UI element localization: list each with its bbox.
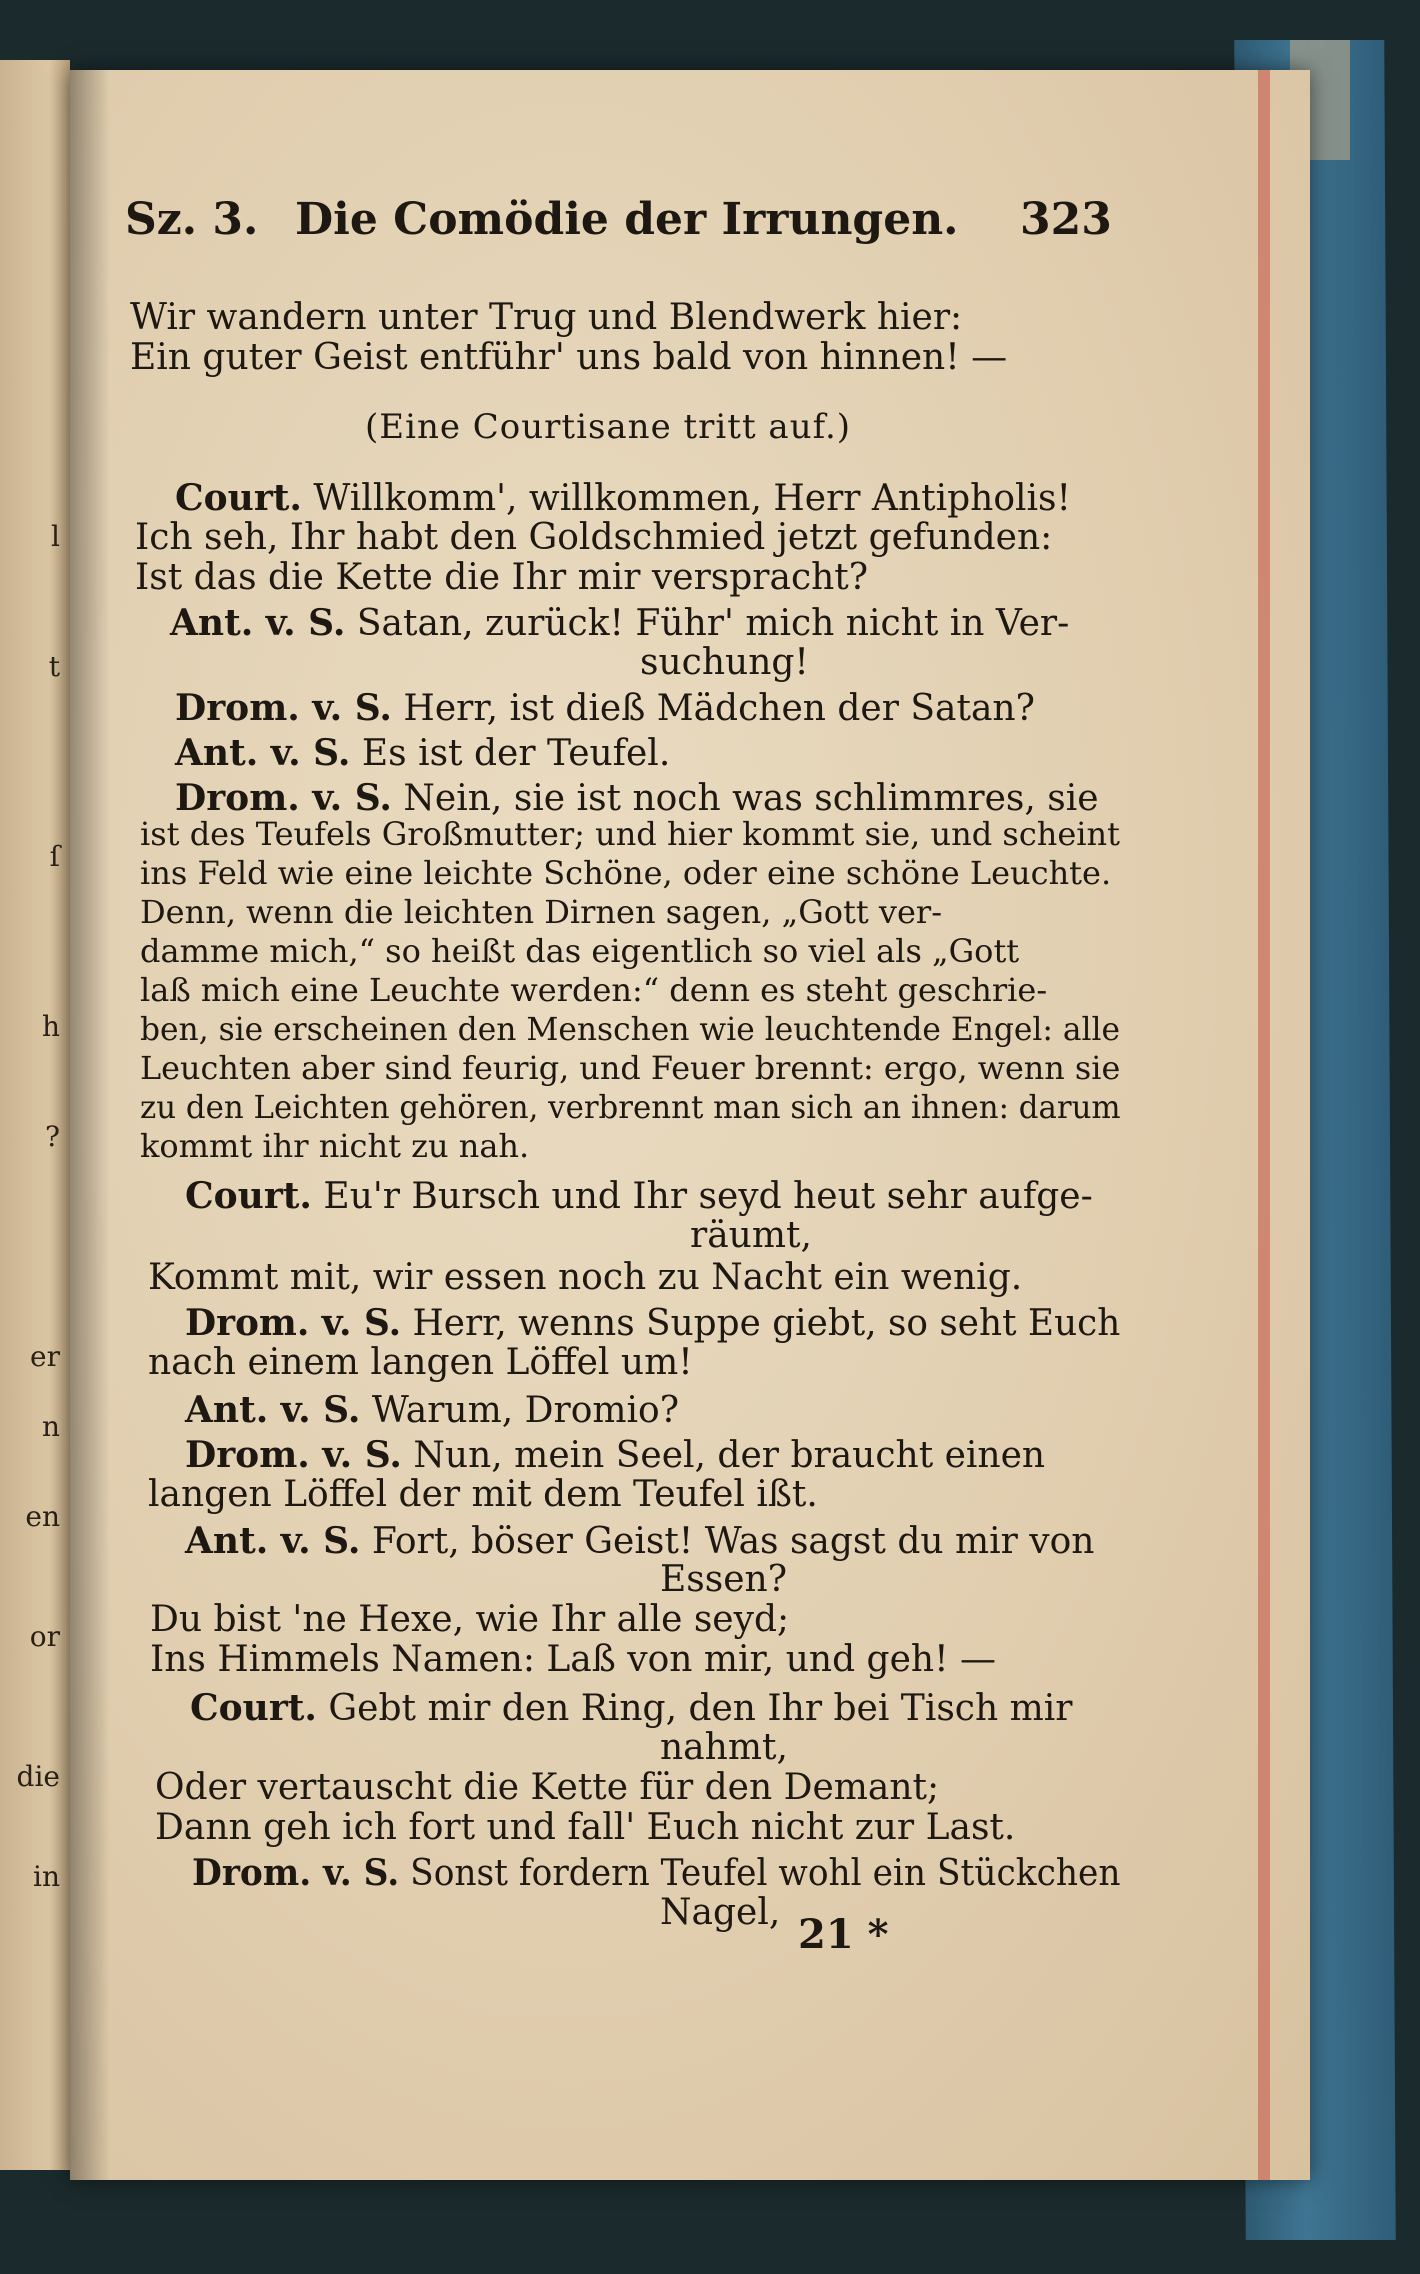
text-line: Dann geh ich fort und fall' Euch nicht zur Last. — [155, 1807, 1016, 1848]
page-number: 323 — [1020, 194, 1112, 245]
text-line: nahmt, — [660, 1727, 788, 1768]
speech-line: Ant. v. S. Warum, Dromio? — [185, 1389, 679, 1431]
stage-direction: (Eine Courtisane tritt auf.) — [365, 407, 852, 447]
speaker-label: Ant. v. S. — [175, 732, 351, 774]
speaker-label: Ant. v. S. — [170, 602, 346, 644]
speech-line: Ant. v. S. Satan, zurück! Führ' mich nicht in Ver- — [170, 602, 1070, 644]
speaker-label: Drom. v. S. — [175, 777, 392, 819]
left-page-fragment: in — [33, 1860, 60, 1893]
text-line: Wir wandern unter Trug und Blendwerk hier: — [130, 297, 963, 338]
speaker-label: Drom. v. S. — [175, 687, 392, 729]
text-line: Ein guter Geist entführ' uns bald von hinnen! — — [130, 337, 1008, 378]
speaker-label: Court. — [185, 1175, 312, 1217]
left-page — [0, 60, 70, 2170]
text-line: zu den Leichten gehören, verbrennt man sich an ihnen: darum — [140, 1088, 1121, 1126]
text-line: Denn, wenn die leichten Dirnen sagen, „Gott ver- — [140, 893, 943, 931]
text-line: Ist das die Kette die Ihr mir verspracht? — [135, 557, 869, 598]
text-line: Essen? — [660, 1559, 788, 1600]
speech-line: Court. Willkomm', willkommen, Herr Antipholis! — [175, 477, 1071, 519]
page-red-edge — [1258, 70, 1270, 2180]
speaker-label: Ant. v. S. — [185, 1389, 361, 1431]
text-line: kommt ihr nicht zu nah. — [140, 1127, 530, 1165]
speech-line: Court. Eu'r Bursch und Ihr seyd heut sehr aufge- — [185, 1175, 1093, 1217]
speech-line: Drom. v. S. Nun, mein Seel, der braucht einen — [185, 1434, 1046, 1476]
left-page-fragment: en — [25, 1500, 60, 1533]
scene-marker: Sz. 3. — [125, 194, 259, 245]
speaker-label: Drom. v. S. — [192, 1852, 400, 1894]
text-line: nach einem langen Löffel um! — [148, 1342, 693, 1383]
speech-line: Drom. v. S. Sonst fordern Teufel wohl ein Stückchen — [192, 1852, 1121, 1894]
signature-mark: 21 * — [798, 1911, 889, 1958]
text-line: ins Feld wie eine leichte Schöne, oder eine schöne Leuchte. — [140, 854, 1112, 892]
left-page-fragment: h — [41, 1010, 60, 1043]
left-page-fragment: die — [16, 1760, 60, 1793]
speech-line: Court. Gebt mir den Ring, den Ihr bei Tisch mir — [190, 1687, 1073, 1729]
text-line: Nagel, — [660, 1892, 781, 1933]
page-gutter-shadow — [70, 70, 110, 2180]
text-line: suchung! — [640, 642, 809, 683]
text-line: Ich seh, Ihr habt den Goldschmied jetzt gefunden: — [135, 517, 1053, 558]
text-line: ist des Teufels Großmutter; und hier kommt sie, und scheint — [140, 815, 1120, 853]
speech-line: Ant. v. S. Fort, böser Geist! Was sagst du mir von — [185, 1520, 1095, 1562]
speaker-label: Ant. v. S. — [185, 1520, 361, 1562]
text-line: räumt, — [690, 1215, 812, 1256]
left-page-fragment: t — [48, 650, 60, 683]
text-line: Ins Himmels Namen: Laß von mir, und geh! — — [150, 1639, 996, 1680]
left-page-fragment: or — [29, 1620, 60, 1653]
left-page-fragment: er — [30, 1340, 60, 1373]
speaker-label: Drom. v. S. — [185, 1434, 402, 1476]
speaker-label: Drom. v. S. — [185, 1302, 402, 1344]
text-line: Kommt mit, wir essen noch zu Nacht ein wenig. — [148, 1257, 1023, 1298]
left-page-fragment: l — [51, 520, 60, 553]
speech-line: Ant. v. S. Es ist der Teufel. — [175, 732, 671, 774]
left-page-fragment: ſ — [49, 840, 60, 873]
text-line: Leuchten aber sind feurig, und Feuer brennt: ergo, wenn sie — [140, 1049, 1121, 1087]
text-line: laß mich eine Leuchte werden:“ denn es steht geschrie- — [140, 971, 1048, 1009]
speaker-label: Court. — [190, 1687, 317, 1729]
speech-line: Drom. v. S. Herr, ist dieß Mädchen der Satan? — [175, 687, 1035, 729]
text-line: damme mich,“ so heißt das eigentlich so viel als „Gott — [140, 932, 1020, 970]
speech-line: Drom. v. S. Nein, sie ist noch was schlimmres, sie — [175, 777, 1099, 819]
running-title: Die Comödie der Irrungen. — [295, 194, 959, 245]
left-page-fragment: ? — [44, 1120, 60, 1153]
speech-line: Drom. v. S. Herr, wenns Suppe giebt, so seht Euch — [185, 1302, 1121, 1344]
text-line: Oder vertauscht die Kette für den Demant; — [155, 1767, 940, 1808]
speaker-label: Court. — [175, 477, 302, 519]
text-line: langen Löffel der mit dem Teufel ißt. — [148, 1474, 818, 1515]
text-line: ben, sie erscheinen den Menschen wie leuchtende Engel: alle — [140, 1010, 1121, 1048]
left-page-fragment: n — [41, 1410, 60, 1443]
text-line: Du bist 'ne Hexe, wie Ihr alle seyd; — [150, 1599, 790, 1640]
